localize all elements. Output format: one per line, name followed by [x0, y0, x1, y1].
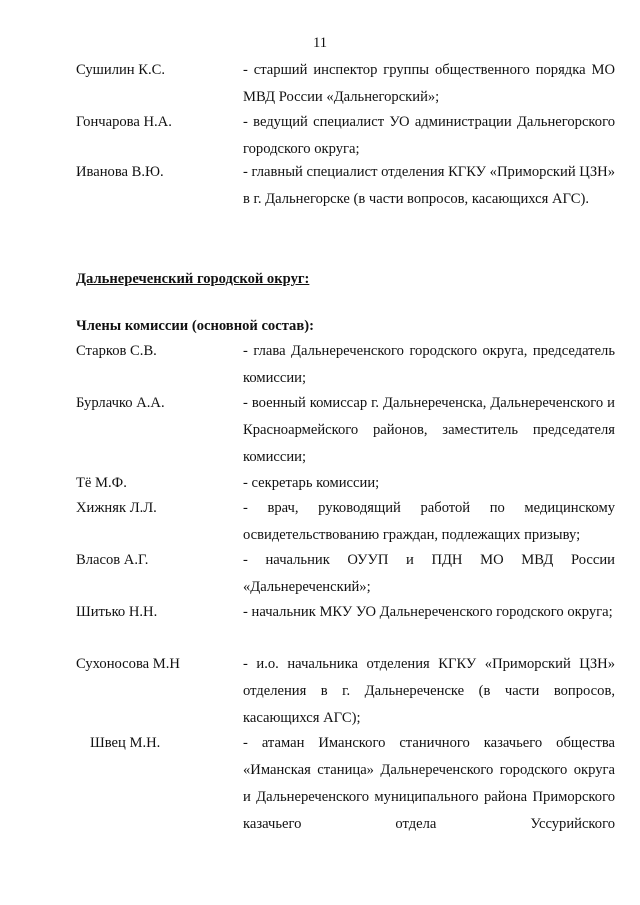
member-name: Иванова В.Ю.: [76, 164, 164, 180]
member-role: - старший инспектор группы общественного порядка МО МВД России «Дальнегорский»;: [243, 62, 615, 105]
member-name: Сухоносова М.Н: [76, 656, 180, 672]
member-name: Гончарова Н.А.: [76, 114, 172, 130]
member-role: - ведущий специалист УО администрации Дальнегорского городского округа;: [243, 114, 615, 157]
member-name: Старков С.В.: [76, 343, 157, 359]
page-number: 11: [312, 35, 328, 51]
member-role: - начальник МКУ УО Дальнереченского городского округа;: [243, 604, 613, 620]
member-role: - начальник ОУУП и ПДН МО МВД России «Дальнереченский»;: [243, 552, 615, 595]
member-name: Швец М.Н.: [90, 735, 161, 751]
member-name: Тё М.Ф.: [76, 475, 127, 491]
member-name: Шитько Н.Н.: [76, 604, 158, 620]
member-name: Сушилин К.С.: [76, 62, 166, 78]
member-role: - глава Дальнереченского городского округа, председатель комиссии;: [243, 343, 615, 386]
subsection-title: Члены комиссии (основной состав):: [76, 318, 314, 334]
member-role: - главный специалист отделения КГКУ «Приморский ЦЗН» в г. Дальнегорске (в части вопросов, касающихся АГС).: [243, 164, 615, 207]
member-role: - атаман Иманского станичного казачьего общества «Иманская станица» Дальнереченского городского округа и Дальнереченского муниципального района Приморского казачьего отдела Уссурийского: [243, 735, 615, 832]
member-role: - секретарь комиссии;: [243, 475, 380, 491]
section-title: Дальнереченский городской округ:: [76, 271, 310, 287]
member-name: Бурлачко А.А.: [76, 395, 165, 411]
member-role: - врач, руководящий работой по медицинскому освидетельствованию граждан, подлежащих призыву;: [243, 500, 615, 543]
member-role: - и.о. начальника отделения КГКУ «Приморский ЦЗН» отделения в г. Дальнереченске (в части вопросов, касающихся АГС);: [243, 656, 615, 726]
member-role: - военный комиссар г. Дальнереченска, Дальнереченского и Красноармейского районов, заместитель председателя комиссии;: [243, 395, 615, 465]
member-name: Хижняк Л.Л.: [76, 500, 157, 516]
member-name: Власов А.Г.: [76, 552, 149, 568]
